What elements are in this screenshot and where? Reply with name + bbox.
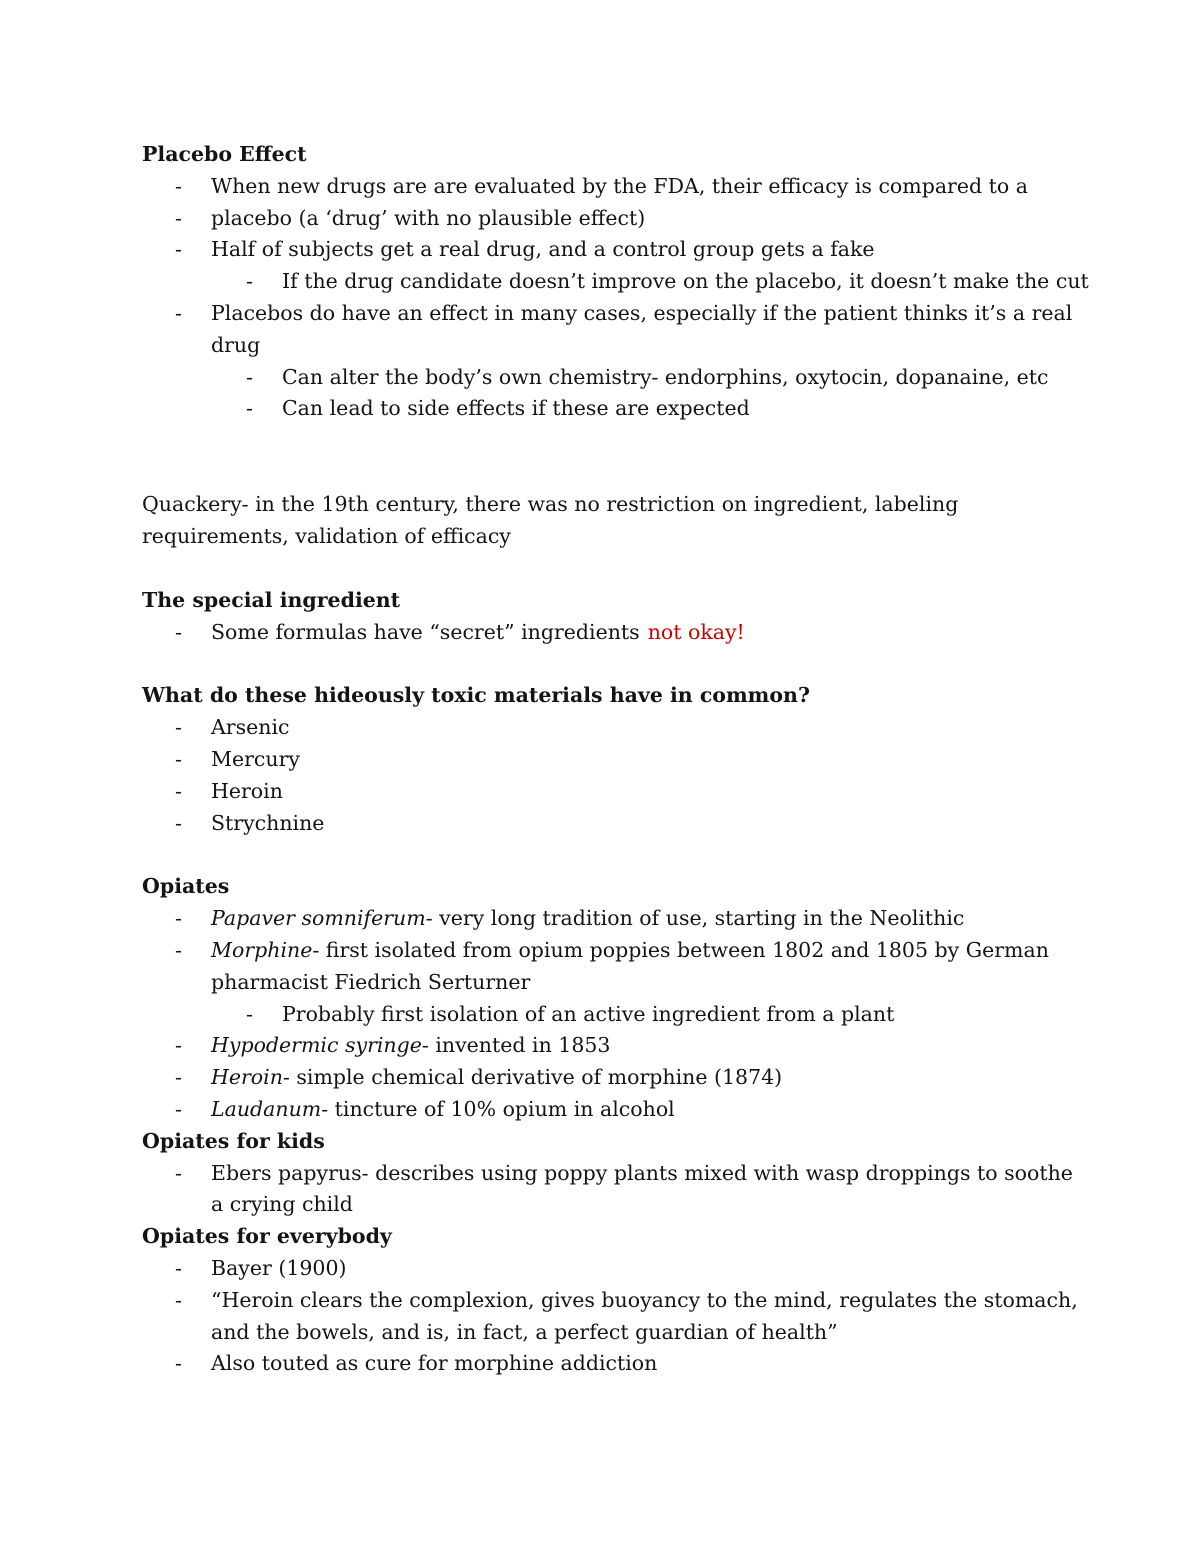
definition: - invented in 1853 (421, 1033, 611, 1058)
term: Laudanum (211, 1096, 322, 1121)
term: Papaver somniferum (211, 906, 426, 931)
definition: - first isolated from opium poppies between 1802 and 1805 by German (312, 937, 1049, 962)
list-item-continuation: and the bowels, and is, in fact, a perfect guardian of health” (211, 1319, 838, 1344)
document-page (142, 139, 1089, 1380)
sub-list-item: - Can alter the body’s own chemistry- endorphins, oxytocin, dopanaine, etc (142, 362, 1062, 394)
definition: - very long tradition of use, starting in the Neolithic (425, 906, 965, 931)
list-item (142, 1030, 1062, 1062)
sub-list-item: - If the drug candidate doesn’t improve on the placebo, it doesn’t make the cut (142, 266, 1062, 298)
term: Morphine (211, 937, 313, 962)
list-item: - Half of subjects get a real drug, and a control group gets a fake (142, 234, 1062, 266)
quackery-paragraph-line: requirements, validation of efficacy (142, 523, 511, 548)
list-item: - Strychnine (142, 808, 1062, 840)
list-item (142, 617, 1062, 649)
list-item (142, 1062, 1062, 1094)
opiates-kids-heading: Opiates for kids (142, 1128, 325, 1153)
quackery-paragraph-line: Quackery- in the 19th century, there was no restriction on ingredient, labeling (142, 492, 959, 517)
list-item (142, 903, 1062, 935)
list-item: - Arsenic (142, 712, 1062, 744)
toxic-materials-heading: What do these hideously toxic materials have in common? (142, 683, 810, 708)
list-item: - Bayer (1900) (142, 1253, 1062, 1285)
list-item: - Mercury (142, 744, 1062, 776)
opiates-heading: Opiates (142, 874, 230, 899)
list-item-continuation: pharmacist Fiedrich Serturner (211, 969, 531, 994)
list-item: - Also touted as cure for morphine addiction (142, 1348, 1062, 1380)
opiates-everybody-heading: Opiates for everybody (142, 1224, 392, 1249)
sub-list-item: - Probably first isolation of an active ingredient from a plant (142, 999, 1062, 1031)
sub-list-item: - Can lead to side effects if these are expected (142, 393, 1062, 425)
list-item: - “Heroin clears the complexion, gives buoyancy to the mind, regulates the stomach, (142, 1285, 1062, 1317)
list-item (142, 935, 1062, 967)
list-item-continuation: a crying child (211, 1192, 353, 1217)
list-item-continuation: drug (211, 332, 261, 357)
list-item (142, 1094, 1062, 1126)
definition: - simple chemical derivative of morphine (1874) (282, 1065, 783, 1090)
list-item: - Placebos do have an effect in many cases, especially if the patient thinks it’s a real (142, 298, 1062, 330)
term: Hypodermic syringe (211, 1033, 422, 1058)
term: Heroin (211, 1065, 283, 1090)
annotation-note: not okay! (647, 619, 745, 644)
list-item: - When new drugs are are evaluated by the FDA, their efficacy is compared to a (142, 171, 1062, 203)
list-item-continuation: - placebo (a ‘drug’ with no plausible effect) (142, 203, 1062, 235)
placebo-heading: Placebo Effect (142, 142, 307, 166)
definition: - tincture of 10% opium in alcohol (321, 1096, 675, 1121)
special-ingredient-heading: The special ingredient (142, 587, 401, 612)
list-item: - Ebers papyrus- describes using poppy plants mixed with wasp droppings to soothe (142, 1158, 1062, 1190)
special-ingredient-text: Some formulas have “secret” ingredients (211, 619, 640, 644)
list-item: - Heroin (142, 776, 1062, 808)
